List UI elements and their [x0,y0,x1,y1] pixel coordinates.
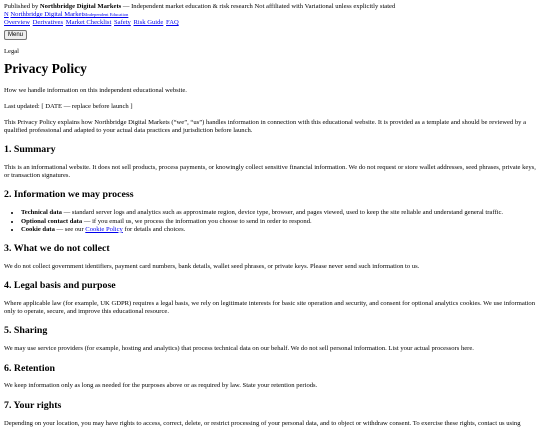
brand-name[interactable]: Northbridge Digital Markets [10,11,86,19]
section-retention-body: We keep information only as long as needed for the purposes above or as required by law. State your retention periods. [4,382,318,390]
section-summary-heading: 1. Summary [4,144,56,156]
nav-overview[interactable]: Overview [4,19,30,27]
nav-faq[interactable]: FAQ [166,19,179,27]
publisher-name: Northbridge Digital Markets [39,3,122,10]
last-updated: Last updated: [ DATE — replace before launch ] [4,103,133,111]
page-eyebrow: Legal [4,47,20,55]
brand-initial[interactable]: N [4,11,9,19]
nav-safety[interactable]: Safety [113,19,131,27]
main-nav [4,19,536,27]
section-collect-heading: 2. Information we may process [4,189,134,201]
list-item-term: Optional contact data [21,217,83,225]
publisher-banner [4,3,536,11]
list-item [21,218,536,226]
nav-market-checklist[interactable]: Market Checklist [65,19,112,27]
publisher-tagline: — Independent market education & risk research Not affiliated with Variational unless explicitly stated [121,3,396,10]
section-not-collect-heading: 3. What we do not collect [4,242,110,254]
section-retention-heading: 6. Retention [4,362,56,374]
menu-button[interactable]: Menu [4,30,27,40]
published-by-prefix: Published by [4,3,40,10]
brand-link[interactable] [4,11,536,19]
intro-paragraph: This Privacy Policy explains how Northbridge Digital Markets (“we”, “us”) handles information in connection with this educational website. It is provided as a template and should be reviewed by a qualified professional and adapted to your actual data practices and jurisdiction before launch. [4,118,527,134]
nav-derivatives[interactable]: Derivatives [32,19,64,27]
section-summary-body: This is an informational website. It does not sell products, process payments, or knowingly collect sensitive financial information. We do not request or store wallet addresses, seed phrases, private keys, or transaction signatures. [4,163,536,180]
page-lead: How we handle information on this independent educational website. [4,87,187,95]
section-legal-basis-body: Where applicable law (for example, UK GDPR) requires a legal basis, we rely on legitimate interests for basic site operation and security, and consent for optional analytics cookies. We use information only to operate, secure, and improve this educational resource. [4,299,536,316]
list-item-term: Technical data [21,209,62,217]
section-sharing-body: We may use service providers (for example, hosting and analytics) that process technical data on our behalf. We do not sell personal information. List your actual processors here. [4,345,474,353]
section-rights-heading: 7. Your rights [4,399,62,411]
list-item [21,226,536,234]
cookie-policy-link[interactable]: Cookie Policy [85,225,123,233]
brand-subtitle[interactable]: Independent Education [85,12,129,18]
collect-list [4,209,536,234]
list-item-text-after: for details and choices. [122,225,186,233]
list-item-text: — if you email us, we process the information you choose to send in order to respond. [82,217,312,225]
list-item-term: Cookie data [21,225,55,233]
section-rights-body: Depending on your location, you may have rights to access, correct, delete, or restrict processing of your personal data, and to object or withdraw consent. To exercise these rights, contact us using [4,419,521,427]
section-legal-basis-heading: 4. Legal basis and purpose [4,280,116,292]
nav-risk-guide[interactable]: Risk Guide [133,19,164,27]
list-item-text: — see our [54,225,86,233]
list-item [21,209,536,217]
section-not-collect-body: We do not collect government identifiers, payment card numbers, bank details, wallet seed phrases, or private keys. Please never send such information to us. [4,262,420,270]
section-sharing-heading: 5. Sharing [4,325,48,337]
page-title: Privacy Policy [4,60,87,76]
list-item-text: — standard server logs and analytics such as approximate region, device type, browser, and pages viewed, used to keep the site reliable and understand general traffic. [61,209,504,217]
